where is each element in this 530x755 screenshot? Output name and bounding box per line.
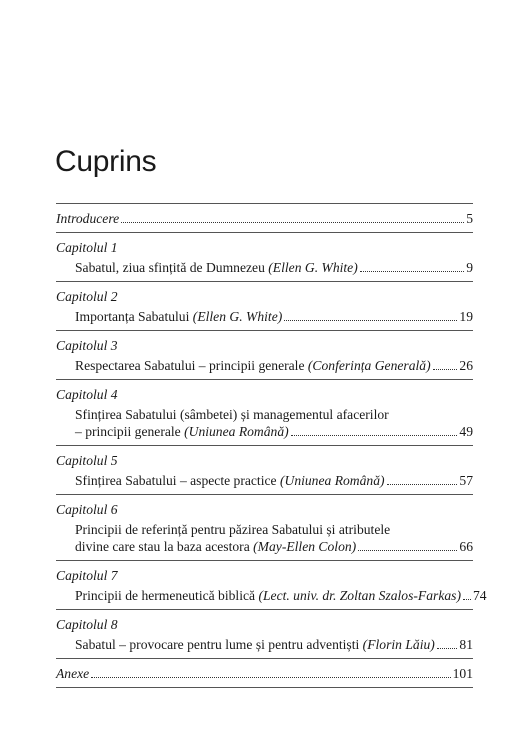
chapter-label: Capitolul 6 — [56, 502, 118, 517]
toc-entry-chapter-4[interactable] — [56, 380, 473, 445]
toc-entry-chapter-8[interactable] — [56, 610, 473, 658]
dot-leader — [291, 435, 458, 436]
page-number: 101 — [452, 666, 473, 681]
page-number: 26 — [459, 358, 473, 373]
dot-leader — [121, 222, 464, 223]
chapter-title: divine care stau la baza acestora — [75, 539, 254, 554]
page-number: 9 — [466, 260, 473, 275]
chapter-label: Capitolul 7 — [56, 568, 118, 583]
dot-leader — [437, 648, 458, 649]
page-number: 19 — [459, 309, 473, 324]
chapter-author: (Ellen G. White) — [268, 260, 358, 275]
table-of-contents — [56, 203, 487, 688]
chapter-title: Sabatul, ziua sfințită de Dumnezeu — [75, 260, 269, 275]
toc-entry-chapter-2[interactable] — [56, 282, 473, 330]
dot-leader — [91, 677, 450, 678]
chapter-list — [56, 233, 487, 659]
chapter-author: (Lect. univ. dr. Zoltan Szalos-Farkas) — [258, 588, 461, 603]
dot-leader — [358, 550, 457, 551]
chapter-author: (Uniunea Română) — [279, 473, 385, 488]
chapter-author: (Ellen G. White) — [192, 309, 283, 324]
toc-entry-chapter-7[interactable] — [56, 561, 487, 609]
dot-leader — [360, 271, 464, 272]
toc-entry-introducere[interactable] — [56, 204, 473, 232]
chapter-author: (May-Ellen Colon) — [253, 539, 357, 554]
chapter-title: Principii de referință pentru păzirea Sabatului și atributele — [75, 522, 391, 537]
page-number: 57 — [459, 473, 473, 488]
divider — [56, 687, 473, 688]
chapter-label: Capitolul 8 — [56, 617, 118, 632]
chapter-title: Principii de hermeneutică biblică — [75, 588, 259, 603]
chapter-label: Capitolul 1 — [56, 240, 118, 255]
chapter-title: Sabatul – provocare pentru lume și pentru adventiști — [75, 637, 363, 652]
chapter-label: Capitolul 2 — [56, 289, 118, 304]
chapter-label: Capitolul 3 — [56, 338, 118, 353]
page-title: Cuprins — [55, 145, 157, 178]
chapter-author: (Uniunea Română) — [184, 424, 289, 439]
dot-leader — [463, 599, 471, 600]
chapter-author: (Florin Lăiu) — [362, 637, 435, 652]
page-number: 5 — [466, 211, 473, 226]
toc-entry-label: Introducere — [56, 211, 120, 226]
dot-leader — [284, 320, 457, 321]
page-number: 66 — [459, 539, 473, 554]
chapter-title: Respectarea Sabatului – principii generale — [75, 358, 308, 373]
toc-entry-chapter-1[interactable] — [56, 233, 473, 281]
dot-leader — [433, 369, 458, 370]
chapter-author: (Conferința Generală) — [307, 358, 431, 373]
page-number: 81 — [459, 637, 473, 652]
toc-entry-chapter-3[interactable] — [56, 331, 473, 379]
toc-entry-label: Anexe — [56, 666, 90, 681]
chapter-title: Sfințirea Sabatului – aspecte practice — [75, 473, 280, 488]
chapter-title: Importanța Sabatului — [75, 309, 193, 324]
toc-entry-chapter-5[interactable] — [56, 446, 473, 494]
chapter-label: Capitolul 5 — [56, 453, 118, 468]
page-number: 74 — [472, 588, 487, 603]
chapter-label: Capitolul 4 — [56, 387, 118, 402]
dot-leader — [387, 484, 458, 485]
toc-entry-chapter-6[interactable] — [56, 495, 473, 560]
chapter-title: – principii generale — [75, 424, 185, 439]
toc-entry-anexe[interactable] — [56, 659, 473, 687]
page-number: 49 — [459, 424, 473, 439]
chapter-title: Sfințirea Sabatului (sâmbetei) și managementul afacerilor — [75, 407, 389, 422]
